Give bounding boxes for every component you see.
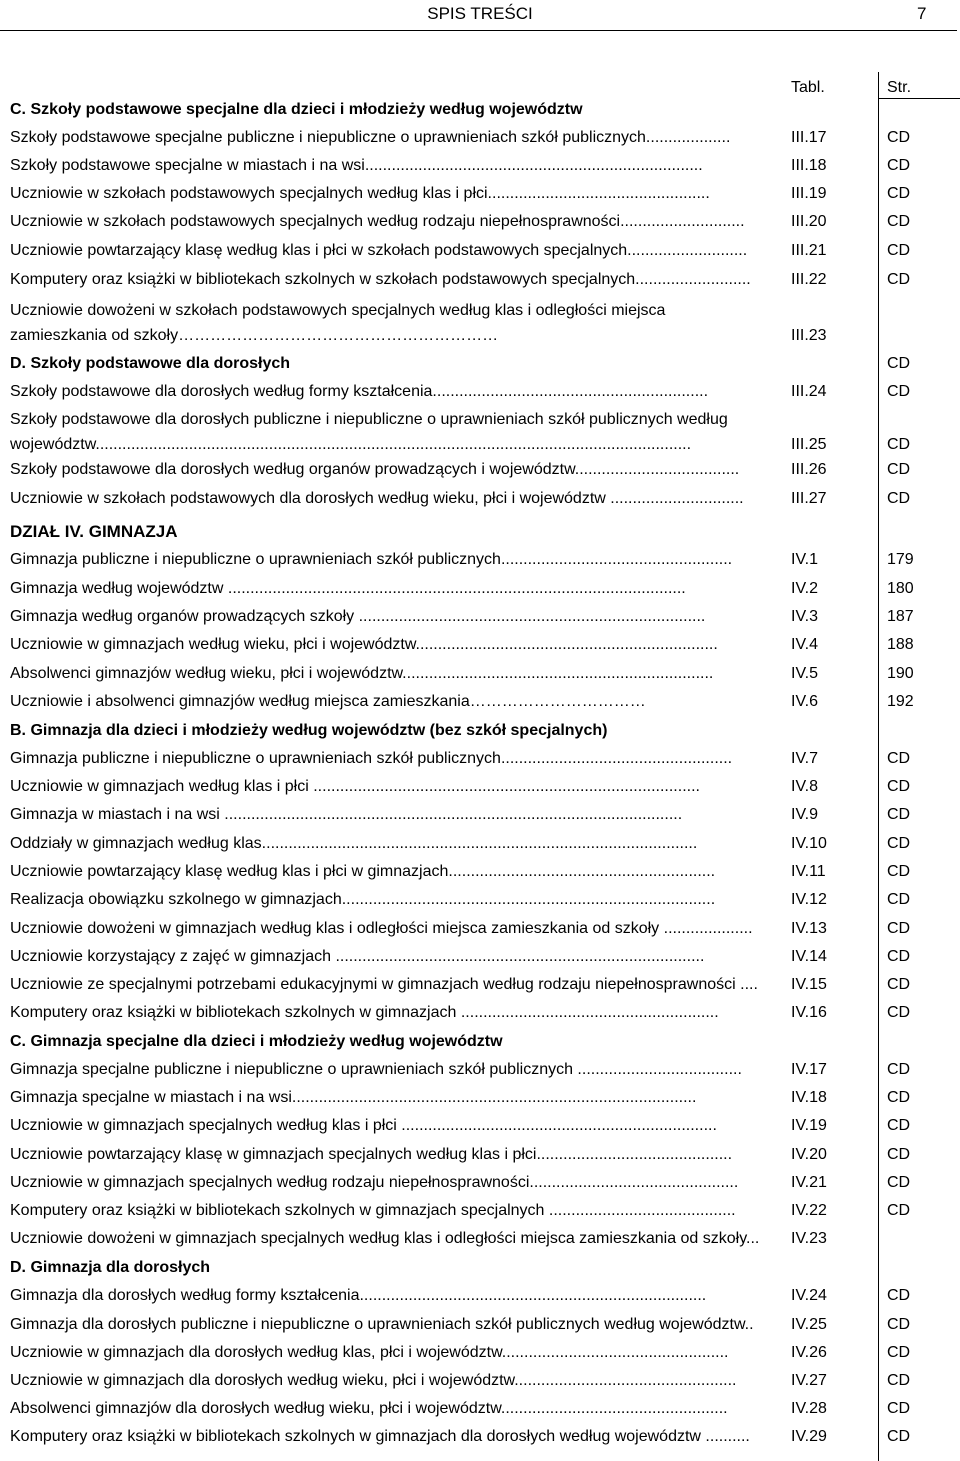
entry-title [10,269,775,290]
table-number: IV.16 [791,1004,827,1021]
entry-title-line-2: województw...................................................................................................................................... [10,436,692,453]
column-header-rule [878,98,960,99]
page-ref: 187 [887,608,914,625]
entry-title-line: Uczniowie w szkołach podstawowych dla dorosłych według wieku, płci i województw .............................. [10,490,744,507]
entry-title-line: Uczniowie powtarzający klasę według klas i płci w szkołach podstawowych specjalnych........................... [10,242,748,259]
table-number: IV.12 [791,891,827,908]
entry-title [10,634,775,655]
table-number: IV.1 [791,551,818,568]
entry-title-line: Uczniowie powtarzający klasę według klas i płci w gimnazjach............................................................ [10,863,716,880]
page-ref: 179 [887,551,914,568]
page-ref: 190 [887,665,914,682]
entry-title-line: Gimnazja dla dorosłych publiczne i niepubliczne o uprawnieniach szkół publicznych według województw.. [10,1316,754,1333]
table-number: III.25 [791,436,827,453]
page-ref: CD [887,355,911,372]
entry-title [10,776,775,797]
page-ref: CD [887,490,911,507]
entry-title-line: Szkoły podstawowe dla dorosłych publiczne i niepubliczne o uprawnieniach szkół publicznych według [10,411,728,428]
table-number: IV.27 [791,1372,827,1389]
page-ref: CD [887,157,911,174]
page-ref: CD [887,920,911,937]
table-number: III.24 [791,383,827,400]
entry-title-line: Komputery oraz książki w bibliotekach szkolnych w szkołach podstawowych specjalnych.......................... [10,271,751,288]
entry-title-line: Uczniowie w gimnazjach według wieku, płci i województw.................................................................... [10,636,718,653]
entry-title-line: Gimnazja według organów prowadzących szkoły .............................................................................. [10,608,706,625]
table-number: IV.11 [791,863,826,880]
entry-title [10,889,775,910]
entry-title [10,1002,775,1023]
table-number: III.21 [791,242,827,259]
entry-title [10,691,775,712]
entry-title [10,1228,775,1249]
entry-title [10,1342,775,1363]
page-ref: CD [887,1004,911,1021]
table-number: III.27 [791,490,827,507]
entry-title-line: Szkoły podstawowe dla dorosłych według organów prowadzących i województw..................................... [10,461,740,478]
entry-title-line: Gimnazja dla dorosłych według formy kształcenia.............................................................................. [10,1287,707,1304]
page-ref: CD [887,1089,911,1106]
entry-title [10,300,775,346]
column-divider [878,72,879,1461]
page-number: 7 [917,4,927,23]
entry-title [10,663,775,684]
entry-title-line: Uczniowie w szkołach podstawowych specjalnych według rodzaju niepełnosprawności............................ [10,213,745,230]
table-number: IV.26 [791,1344,827,1361]
entry-title-line: Gimnazja publiczne i niepubliczne o uprawnieniach szkół publicznych.................................................... [10,551,733,568]
entry-title [10,578,775,599]
entry-title-line: B. Gimnazja dla dzieci i młodzieży według województw (bez szkół specjalnych) [10,722,608,739]
table-number: IV.6 [791,693,818,710]
page-header [0,0,960,32]
page-ref: CD [887,436,911,453]
entry-title [10,1031,775,1052]
page-ref: CD [887,129,911,146]
entry-title [10,127,775,148]
page-ref: CD [887,1287,911,1304]
entry-title [10,1059,775,1080]
entry-title-line: Komputery oraz książki w bibliotekach szkolnych w gimnazjach dla dorosłych według województw .......... [10,1428,750,1445]
entry-title-line: Absolwenci gimnazjów dla dorosłych według wieku, płci i województw................................................... [10,1400,728,1417]
entry-title [10,720,775,741]
entry-title-line: Uczniowie w gimnazjach dla dorosłych według klas, płci i województw................................................... [10,1344,729,1361]
entry-title [10,409,775,455]
page-ref: CD [887,1400,911,1417]
header-rule [0,30,957,31]
page-ref: CD [887,806,911,823]
table-number: IV.13 [791,920,827,937]
table-number: IV.3 [791,608,818,625]
page-ref: CD [887,1174,911,1191]
entry-title-line: C. Gimnazja specjalne dla dzieci i młodzieży według województw [10,1033,503,1050]
entry-title-line: Uczniowie korzystający z zajęć w gimnazjach ................................................................................... [10,948,705,965]
table-number: IV.18 [791,1089,827,1106]
page-ref: CD [887,1428,911,1445]
page-ref: CD [887,1372,911,1389]
table-number: IV.14 [791,948,827,965]
entry-title [10,240,775,261]
table-number: IV.21 [791,1174,827,1191]
entry-title [10,211,775,232]
page-ref: CD [887,185,911,202]
table-number: IV.22 [791,1202,827,1219]
entry-title-line: Oddziały w gimnazjach według klas.................................................................................................. [10,835,698,852]
entry-title-line: Gimnazja według województw ....................................................................................................... [10,580,686,597]
page-ref: CD [887,383,911,400]
page-ref: CD [887,891,911,908]
page-ref: CD [887,242,911,259]
header-title: SPIS TREŚCI [427,4,533,23]
page-ref: 180 [887,580,914,597]
entry-title [10,861,775,882]
entry-title-line: Realizacja obowiązku szkolnego w gimnazjach.................................................................................... [10,891,716,908]
entry-title [10,1172,775,1193]
table-number: IV.7 [791,750,818,767]
entry-title-line: Uczniowie dowożeni w gimnazjach według klas i odległości miejsca zamieszkania od szkoły .................... [10,920,753,937]
page-ref: CD [887,835,911,852]
entry-title [10,1314,775,1335]
entry-title-line: Gimnazja publiczne i niepubliczne o uprawnieniach szkół publicznych.................................................... [10,750,733,767]
entry-title [10,1115,775,1136]
entry-title-line: Absolwenci gimnazjów według wieku, płci i województw...................................................................... [10,665,714,682]
page-ref: CD [887,213,911,230]
table-number: IV.8 [791,778,818,795]
entry-title [10,606,775,627]
entry-title-line: Szkoły podstawowe specjalne publiczne i niepubliczne o uprawnieniach szkół publicznych................... [10,129,731,146]
table-number: III.26 [791,461,827,478]
entry-title-line: Szkoły podstawowe specjalne w miastach i na wsi............................................................................ [10,157,703,174]
entry-title-line: D. Gimnazja dla dorosłych [10,1259,211,1276]
entry-title [10,748,775,769]
table-number: IV.24 [791,1287,827,1304]
entry-title [10,488,775,509]
table-number: III.22 [791,271,827,288]
entry-title-line: C. Szkoły podstawowe specjalne dla dzieci i młodzieży według województw [10,101,583,118]
entry-title-line-2: zamieszkania od szkoły…………………………………………………… [10,327,499,344]
page-ref: 188 [887,636,914,653]
table-number: IV.5 [791,665,818,682]
entry-title [10,804,775,825]
table-number: III.20 [791,213,827,230]
entry-title-line: Komputery oraz książki w bibliotekach szkolnych w gimnazjach .......................................................... [10,1004,719,1021]
table-number: IV.29 [791,1428,827,1445]
page-ref: CD [887,1061,911,1078]
table-number: IV.20 [791,1146,827,1163]
entry-title [10,974,775,995]
entry-title [10,183,775,204]
page-ref: CD [887,863,911,880]
entry-title [10,549,775,570]
entry-title-line: Uczniowie w gimnazjach specjalnych według rodzaju niepełnosprawności............................................... [10,1174,739,1191]
entry-title-line: Gimnazja specjalne w miastach i na wsi........................................................................................... [10,1089,697,1106]
entry-title-line: D. Szkoły podstawowe dla dorosłych [10,355,291,372]
entry-title-line: Uczniowie w gimnazjach według klas i płci ....................................................................................... [10,778,700,795]
table-number: IV.19 [791,1117,827,1134]
table-number: IV.23 [791,1230,827,1247]
entry-title-line: Uczniowie powtarzający klasę w gimnazjach specjalnych według klas i płci............................................ [10,1146,733,1163]
entry-title-line: Uczniowie ze specjalnymi potrzebami edukacyjnymi w gimnazjach według rodzaju niepełnosprawności .... [10,976,758,993]
page-ref: 192 [887,693,914,710]
column-header-tabl: Tabl. [791,79,825,96]
entry-title [10,1087,775,1108]
entry-title-line: Uczniowie w szkołach podstawowych specjalnych według klas i płci.................................................. [10,185,710,202]
page-ref: CD [887,948,911,965]
page-ref: CD [887,976,911,993]
entry-title [10,99,775,120]
entry-title [10,521,775,542]
table-number: IV.2 [791,580,818,597]
page-ref: CD [887,1146,911,1163]
entry-title [10,833,775,854]
entry-title-line: DZIAŁ IV. GIMNAZJA [10,522,178,541]
entry-title-line: Uczniowie dowożeni w gimnazjach specjalnych według klas i odległości miejsca zamieszkania od szkoły... [10,1230,760,1247]
entry-title [10,459,775,480]
entry-title-line: Uczniowie dowożeni w szkołach podstawowych specjalnych według klas i odległości miejsca [10,302,666,319]
entry-title [10,1426,775,1447]
table-number: IV.28 [791,1400,827,1417]
page-ref: CD [887,778,911,795]
entry-title [10,1398,775,1419]
entry-title [10,946,775,967]
table-number: III.17 [791,129,827,146]
table-number: IV.10 [791,835,827,852]
page-ref: CD [887,461,911,478]
entry-title-line: Gimnazja specjalne publiczne i niepubliczne o uprawnieniach szkół publicznych ..................................... [10,1061,742,1078]
entry-title-line: Gimnazja w miastach i na wsi ....................................................................................................... [10,806,683,823]
table-number: IV.17 [791,1061,827,1078]
table-number: III.19 [791,185,827,202]
page-ref: CD [887,1316,911,1333]
table-number: IV.25 [791,1316,827,1333]
entry-title [10,1285,775,1306]
table-number: IV.9 [791,806,818,823]
entry-title-line: Uczniowie i absolwenci gimnazjów według miejsca zamieszkania…………………………… [10,693,646,710]
table-number: III.23 [791,327,827,344]
table-number: IV.15 [791,976,827,993]
entry-title [10,353,775,374]
entry-title [10,1144,775,1165]
page-ref: CD [887,1202,911,1219]
page-ref: CD [887,1344,911,1361]
page-ref: CD [887,1117,911,1134]
entry-title [10,381,775,402]
table-number: IV.4 [791,636,818,653]
entry-title [10,1200,775,1221]
table-number: III.18 [791,157,827,174]
entry-title [10,1257,775,1278]
page-ref: CD [887,271,911,288]
column-header-str: Str. [887,79,912,96]
entry-title-line: Komputery oraz książki w bibliotekach szkolnych w gimnazjach specjalnych .......................................... [10,1202,736,1219]
entry-title [10,155,775,176]
entry-title [10,918,775,939]
entry-title-line: Uczniowie w gimnazjach dla dorosłych według wieku, płci i województw.................................................. [10,1372,737,1389]
entry-title [10,1370,775,1391]
page-ref: CD [887,750,911,767]
entry-title-line: Uczniowie w gimnazjach specjalnych według klas i płci ....................................................................... [10,1117,717,1134]
entry-title-line: Szkoły podstawowe dla dorosłych według formy kształcenia.............................................................. [10,383,709,400]
